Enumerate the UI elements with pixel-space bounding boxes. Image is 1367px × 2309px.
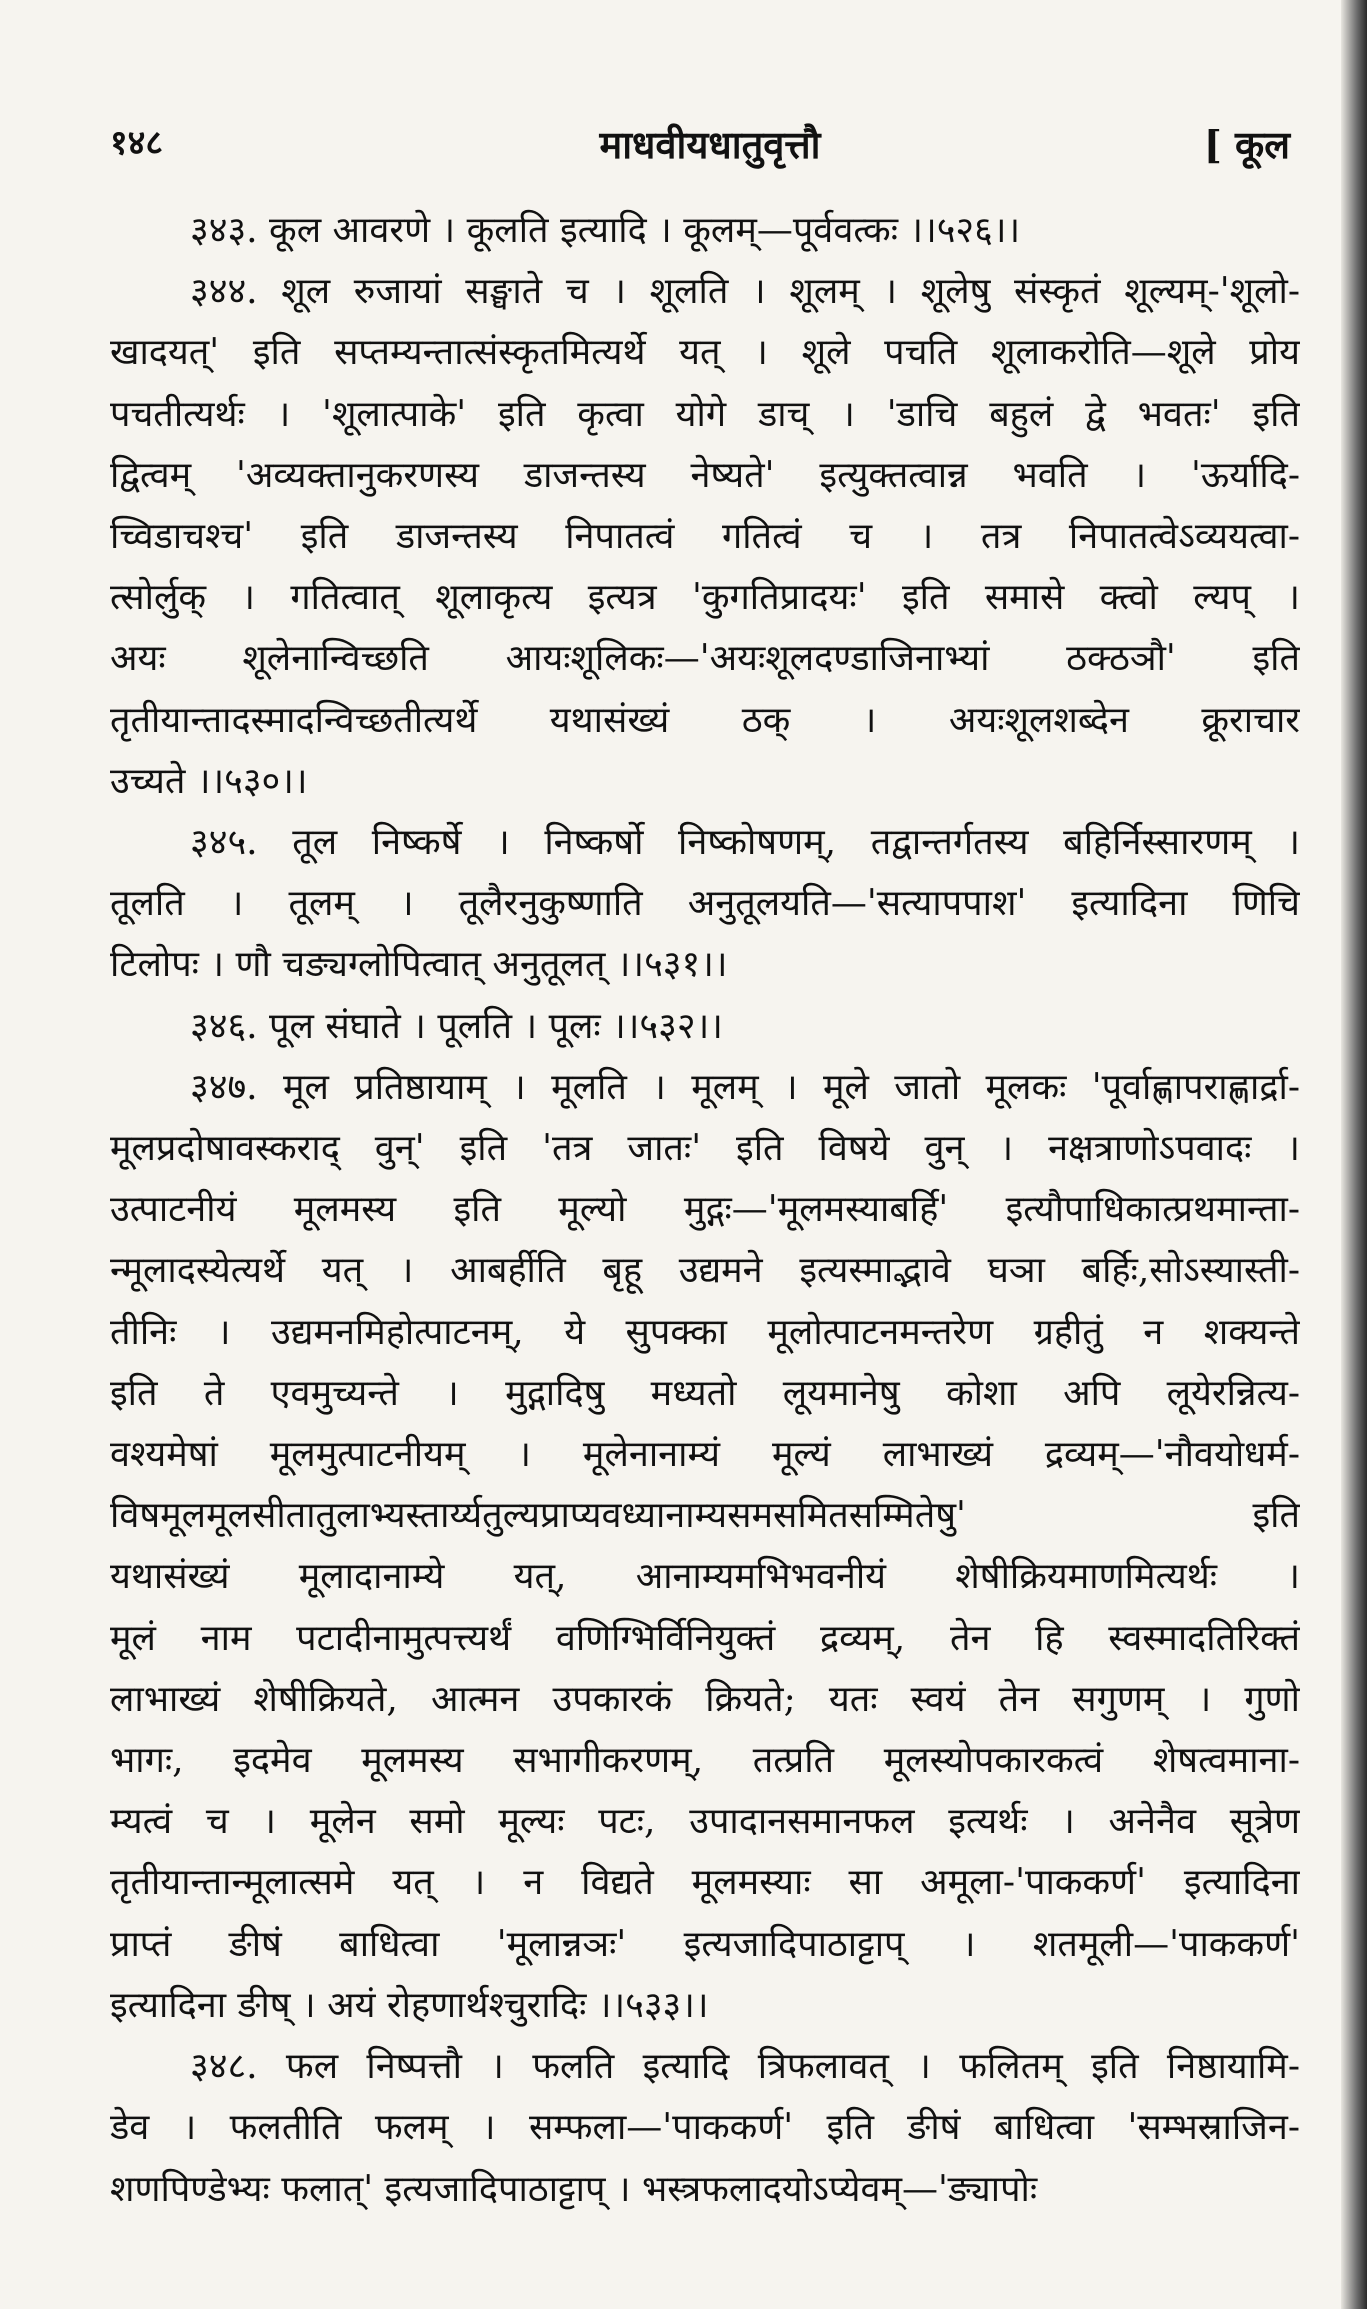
paragraph — [110, 261, 1300, 812]
running-header — [110, 118, 1310, 178]
paragraph — [110, 2036, 1300, 2220]
text-line: मूलप्रदोषावस्कराद् वुन्' इति 'तत्र जातः' इति विषये वुन् । नक्षत्राणोऽपवादः । — [110, 1128, 1300, 1170]
paragraph — [110, 200, 1300, 261]
text-line: तीनिः । उद्यमनमिहोत्पाटनम्, ये सुपक्का मूलोत्पाटनमन्तरेण ग्रहीतुं न शक्यन्ते — [110, 1311, 1300, 1353]
text-line: पचतीत्यर्थः । 'शूलात्पाके' इति कृत्वा योगे डाच् । 'डाचि बहुलं द्वे भवतः' इति — [110, 393, 1300, 435]
text-line: इत्यादिना ङीष् । अयं रोहणार्थश्चुरादिः ।।५३३।। — [110, 1984, 709, 2026]
text-line: प्राप्तं ङीषं बाधित्वा 'मूलान्नञः' इत्यजादिपाठाट्टाप् । शतमूली—'पाककर्ण' — [110, 1923, 1300, 1965]
text-line: तृतीयान्तादस्मादन्विच्छतीत्यर्थे यथासंख्यं ठक् । अयःशूलशब्देन क्रूराचार — [110, 699, 1300, 741]
text-line: द्वित्वम् 'अव्यक्तानुकरणस्य डाजन्तस्य नेष्यते' इत्युक्तत्वान्न भवति । 'ऊर्यादि- — [110, 454, 1300, 496]
text-line: विषमूलमूलसीतातुलाभ्यस्तार्य्यतुल्यप्राप्यवध्यानाम्यसमसमितसम्मितेषु' इति — [110, 1495, 1300, 1537]
text-line: शणपिण्डेभ्यः फलात्' इत्यजादिपाठाट्टाप् । भस्त्रफलादयोऽप्येवम्—'ङ्यापोः — [110, 2168, 1038, 2210]
header-catchword: [ कूल — [1203, 122, 1290, 167]
running-title: माधवीयधातुवृत्तौ — [599, 122, 821, 167]
text-line: च्विडाचश्च' इति डाजन्तस्य निपातत्वं गतित्वं च । तत्र निपातत्वेऽव्ययत्वा- — [110, 516, 1300, 558]
text-line: म्यत्वं च । मूलेन समो मूल्यः पटः, उपादानसमानफल इत्यर्थः । अनेनैव सूत्रेण — [110, 1801, 1300, 1843]
text-line: खादयत्' इति सप्तम्यन्तात्संस्कृतमित्यर्थे यत् । शूले पचति शूलाकरोति—शूले प्रोय — [110, 332, 1300, 374]
text-line: वश्यमेषां मूलमुत्पाटनीयम् । मूलेनानाम्यं मूल्यं लाभाख्यं द्रव्यम्—'नौवयोधर्म- — [110, 1434, 1300, 1476]
page-body — [110, 200, 1300, 2220]
paragraph — [110, 1057, 1300, 2036]
text-line: भागः, इदमेव मूलमस्य सभागीकरणम्, तत्प्रति मूलस्योपकारकत्वं शेषत्वमाना- — [110, 1740, 1300, 1782]
text-line: न्मूलादस्येत्यर्थे यत् । आबर्हीति बृहू उद्यमने इत्यस्माद्भावे घञा बर्हिः,सोऽस्यास्ती- — [110, 1250, 1300, 1292]
paragraph — [110, 996, 1300, 1057]
text-line: ३४४. शूल रुजायां सङ्घाते च । शूलति । शूलम् । शूलेषु संस्कृतं शूल्यम्-'शूलो- — [190, 271, 1300, 313]
text-line: तृतीयान्तान्मूलात्समे यत् । न विद्यते मूलमस्याः सा अमूला-'पाककर्ण' इत्यादिना — [110, 1862, 1300, 1904]
text-line: ३४३. कूल आवरणे । कूलति इत्यादि । कूलम्—पूर्ववत्कः ।।५२६।। — [190, 210, 1021, 251]
paragraph — [110, 812, 1300, 996]
text-line: टिलोपः । णौ चङ्यग्लोपित्वात् अनुतूलत् ।।५३१।। — [110, 944, 728, 986]
text-line: तूलति । तूलम् । तूलैरनुकुष्णाति अनुतूलयति—'सत्यापपाश' इत्यादिना णिचि — [110, 883, 1300, 925]
text-line: इति ते एवमुच्यन्ते । मुद्गादिषु मध्यतो लूयमानेषु कोशा अपि लूयेरन्नित्य- — [110, 1372, 1300, 1414]
text-line: ३४६. पूल संघाते । पूलति । पूलः ।।५३२।। — [190, 1005, 723, 1047]
text-line: अयः शूलेनान्विच्छति आयःशूलिकः—'अयःशूलदण्डाजिनाभ्यां ठक्ठञौ' इति — [110, 638, 1300, 680]
text-line: ३४७. मूल प्रतिष्ठायाम् । मूलति । मूलम् । मूले जातो मूलकः 'पूर्वाह्णापराह्णार्द्रा- — [190, 1066, 1300, 1108]
text-line: लाभाख्यं शेषीक्रियते, आत्मन उपकारकं क्रियते; यतः स्वयं तेन सगुणम् । गुणो — [110, 1678, 1300, 1720]
text-line: त्सोर्लुक् । गतित्वात् शूलाकृत्य इत्यत्र 'कुगतिप्रादयः' इति समासे क्त्वो ल्यप् । — [110, 577, 1300, 619]
text-line: ३४५. तूल निष्कर्षे । निष्कर्षो निष्कोषणम्, तद्वान्तर्गतस्य बहिर्निस्सारणम् । — [190, 822, 1300, 864]
text-line: उत्पाटनीयं मूलमस्य इति मूल्यो मुद्गः—'मूलमस्याबर्हि' इत्यौपाधिकात्प्रथमान्ता- — [110, 1189, 1300, 1231]
text-line: डेव । फलतीति फलम् । सम्फला—'पाककर्ण' इति ङीषं बाधित्वा 'सम्भस्राजिन- — [110, 2107, 1300, 2149]
text-line: उच्यते ।।५३०।। — [110, 760, 308, 802]
binding-shadow — [1341, 0, 1367, 2309]
text-line: मूलं नाम पटादीनामुत्पत्त्यर्थं वणिग्भिर्विनियुक्तं द्रव्यम्, तेन हि स्वस्मादतिरिक्तं — [110, 1617, 1300, 1659]
text-line: यथासंख्यं मूलादानाम्ये यत्, आनाम्यमभिभवनीयं शेषीक्रियमाणमित्यर्थः । — [110, 1556, 1300, 1598]
page-number: १४८ — [110, 123, 164, 163]
text-line: ३४८. फल निष्पत्तौ । फलति इत्यादि त्रिफलावत् । फलितम् इति निष्ठायामि- — [190, 2046, 1300, 2088]
